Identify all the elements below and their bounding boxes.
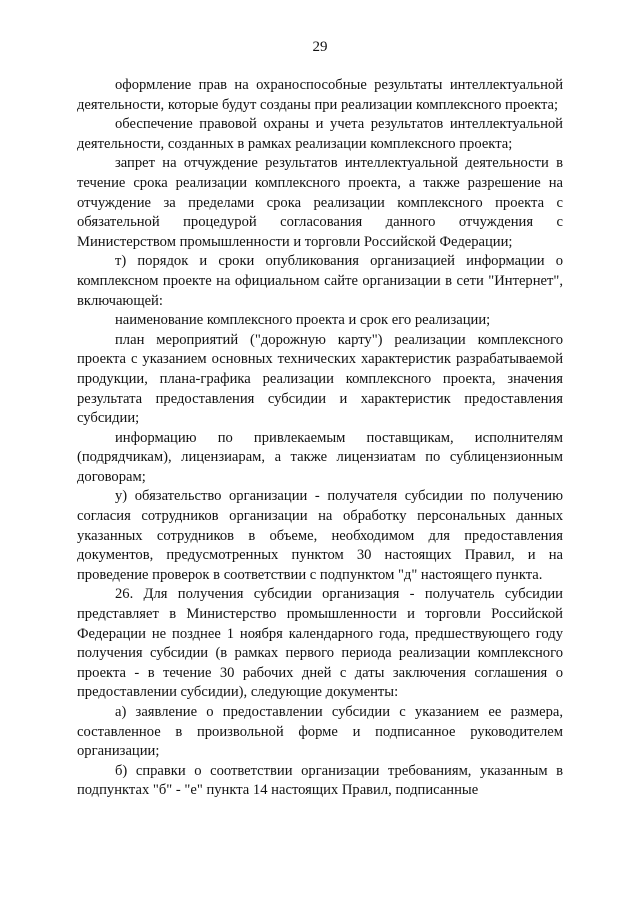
document-body (77, 76, 563, 801)
paragraph: информацию по привлекаемым поставщикам, исполнителям (подрядчикам), лицензиарам, а также лицензиатам по сублицензионным договорам; (77, 429, 563, 485)
paragraph: у) обязательство организации - получателя субсидии по получению согласия сотрудников организации на обработку персональных данных указанных сотрудников в объеме, необходимом для предоставления документов, предусмотренных пунктом 30 настоящих Правил, и на проведение проверок в соответствии с подпунктом "д" настоящего пункта. (77, 488, 563, 583)
paragraph: запрет на отчуждение результатов интеллектуальной деятельности в течение срока реализации комплексного проекта, а также разрешение на отчуждение за пределами срока реализации комплексного проекта с обязательной процедурой согласования данного отчуждения с Министерством промышленности и торговли Российской Федерации; (77, 155, 563, 250)
paragraph: т) порядок и сроки опубликования организацией информации о комплексном проекте на официальном сайте организации в сети "Интернет", включающей: (77, 253, 563, 309)
paragraph: а) заявление о предоставлении субсидии с указанием ее размера, составленное в произвольной форме и подписанное руководителем организации; (77, 704, 563, 760)
paragraph: 26. Для получения субсидии организация - получатель субсидии представляет в Министерство промышленности и торговли Российской Федерации не позднее 1 ноября календарного года, предшествующего году получения субсидии (в рамках первого периода реализации комплексного проекта - в течение 30 рабочих дней с даты заключения соглашения о предоставлении субсидии), следующие документы: (77, 586, 563, 701)
paragraph: оформление прав на охраноспособные результаты интеллектуальной деятельности, которые будут созданы при реализации комплексного проекта; (77, 77, 563, 113)
paragraph: план мероприятий ("дорожную карту") реализации комплексного проекта с указанием основных технических характеристик разрабатываемой продукции, плана-графика реализации комплексного проекта, значения результата предоставления субсидии и характеристик предоставления субсидии; (77, 331, 563, 427)
page-number: 29 (312, 39, 328, 55)
paragraph: обеспечение правовой охраны и учета результатов интеллектуальной деятельности, созданных в рамках реализации комплексного проекта; (77, 116, 563, 152)
paragraph: б) справки о соответствии организации требованиям, указанным в подпунктах "б" - "е" пункта 14 настоящих Правил, подписанные (77, 762, 563, 799)
paragraph: наименование комплексного проекта и срок его реализации; (115, 312, 491, 329)
